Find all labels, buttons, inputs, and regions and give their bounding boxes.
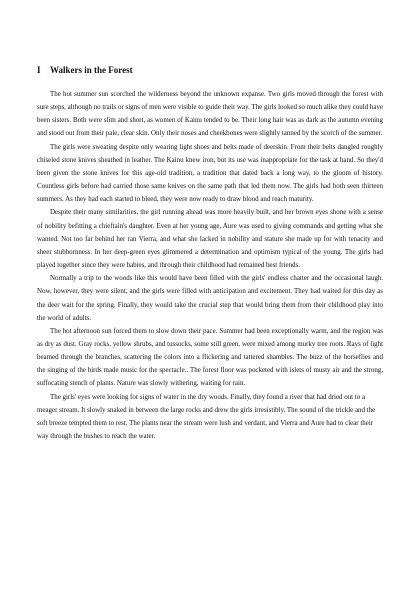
paragraph: The girls were sweating despite only wearing light shoes and belts made of deerskin. From their belts dangled roughly chiseled stone knives sheathed in leather. The Kainu knew iron, but its use was inappropriate for the task at hand. So they'd been given the stone knives for this age-old tradition, a tradition that dated back a long way, to the gloom of history. Countless girls before had carried those same knives on the same path that led them now. The girls had both seen thirteen summers. As they had each started to bleed, they were now ready to draw blood and reach maturity. [37, 142, 383, 204]
chapter-heading [37, 64, 383, 76]
paragraph: The hot summer sun scorched the wilderness beyond the unknown expanse. Two girls moved through the forest with sure steps, although no trails or signs of men were visible to guide their way. The girls looked so much alike they could have been sisters. Both were slim and short, as women of Kainu tended to be. Their long hair was as dark as the autumn evening and stood out from their pale, clear skin. Only their noses and cheekbones were slightly tanned by the scorch of the summer. [37, 90, 383, 138]
chapter-number: I [37, 65, 41, 75]
paragraph: The hot afternoon sun forced them to slow down their pace. Summer had been exceptionally warm, and the region was as dry as dust. Gray rocks, yellow shrubs, and tussocks, some still green, were mixed among murky tree roots. Rays of light beamed through the branches, scattering the colors into a flickering and tattered shambles. The buzz of the horseflies and the singing of the birds made music for the spectacle.. The forest floor was pocketed with islets of musty air and the strong, suffocating stench of plants. Nature was slowly withering, waiting for rain. [37, 326, 383, 388]
paragraph: Normally a trip to the woods like this would have been filled with the girls' endless chatter and the occasional laugh. Now, however, they were silent, and the girls were filled with anticipation and excitement. They had waited for this day as the deer wait for the spring. Finally, they would take the crucial step that would bring them from their childhood play into the world of adults. [37, 274, 383, 322]
paragraph: Despite their many similarities, the girl running ahead was more heavily built, and her brown eyes shone with a sense of nobility befitting a chieftain's daughter. Even at her young age, Aure was used to giving commands and getting what she wanted. Not too far behind her ran Vierra, and what she lacked in nobility and stature she made up for with tenacity and sheer stubbornness. In her deep-green eyes glimmered a determination and optimism typical of the young. The girls had played together since they were babies, and through their childhood had remained best friends. [37, 208, 383, 270]
chapter-title: Walkers in the Forest [50, 65, 133, 75]
paragraph: The girls' eyes were looking for signs of water in the dry woods. Finally, they found a river that had dried out to a meager stream. It slowly snaked in between the large rocks and drew the girls irresistibly. The sound of the trickle and the soft breeze tempted them to rest. The plants near the stream were lush and verdant, and Vierra and Aure had to clear their way through the bushes to reach the water. [37, 392, 376, 441]
chapter-body [37, 88, 383, 443]
